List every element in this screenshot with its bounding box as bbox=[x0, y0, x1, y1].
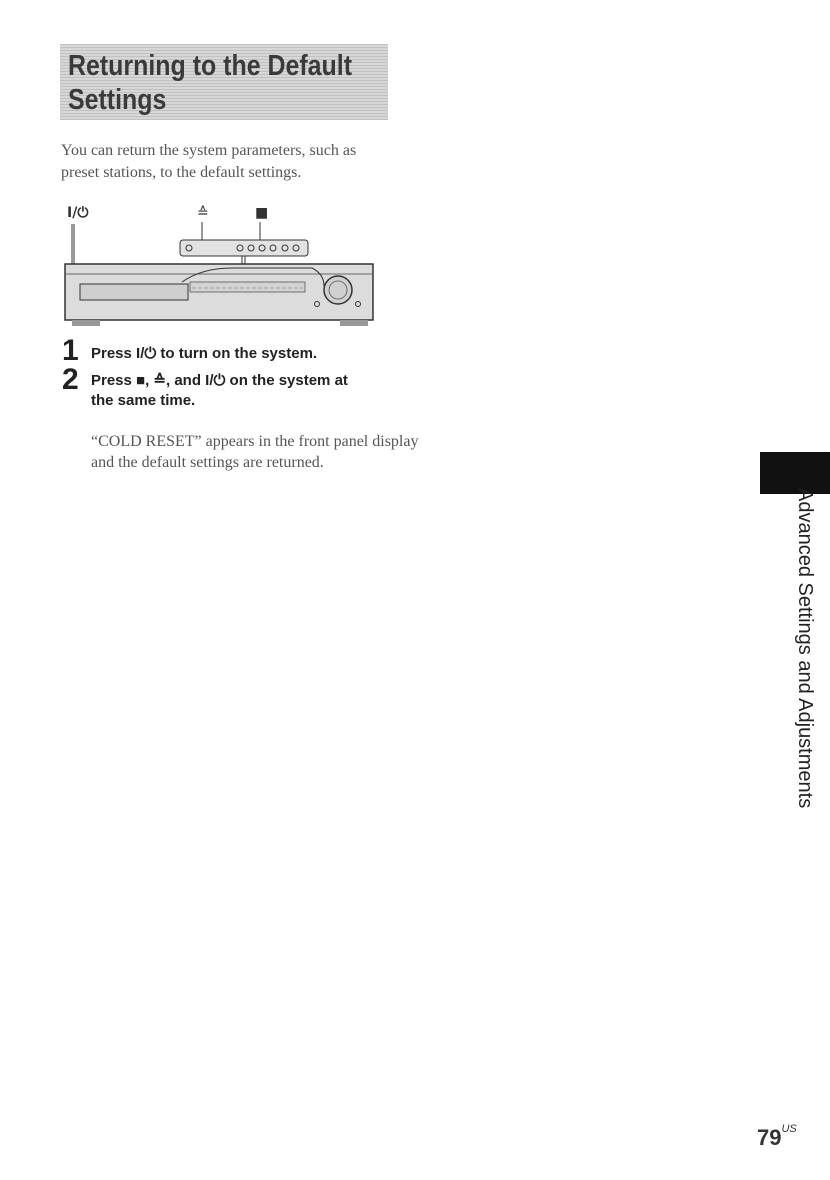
receiver-illustration bbox=[62, 202, 382, 332]
page-number-value: 79 bbox=[757, 1125, 782, 1150]
receiver-drawing bbox=[62, 202, 382, 332]
section-title bbox=[60, 44, 388, 120]
step-2-note: “COLD RESET” appears in the front panel display and the default settings are returned. bbox=[91, 433, 419, 471]
power-label: I/⏻ bbox=[67, 205, 89, 221]
step-1-text: Press I/⏻ to turn on the system. bbox=[91, 345, 318, 362]
page-number-suffix: US bbox=[781, 1123, 797, 1135]
section-title-line-2: Settings bbox=[68, 84, 167, 116]
intro-paragraph: You can return the system parameters, such as preset stations, to the default settings. bbox=[61, 142, 357, 181]
step-2-text-line-2: the same time. bbox=[91, 392, 196, 409]
stop-label: ■ bbox=[255, 205, 269, 221]
page-number bbox=[757, 1125, 797, 1151]
chapter-tab-label: Advanced Settings and Adjustments bbox=[794, 488, 816, 809]
eject-label: ≙ bbox=[197, 205, 209, 221]
section-title-line-1: Returning to the Default bbox=[68, 50, 353, 82]
step-2-number: 2 bbox=[62, 363, 79, 396]
step-1-number: 1 bbox=[62, 334, 79, 367]
step-2-text-line-1: Press ■, ≙, and I/⏻ on the system at bbox=[91, 372, 348, 389]
